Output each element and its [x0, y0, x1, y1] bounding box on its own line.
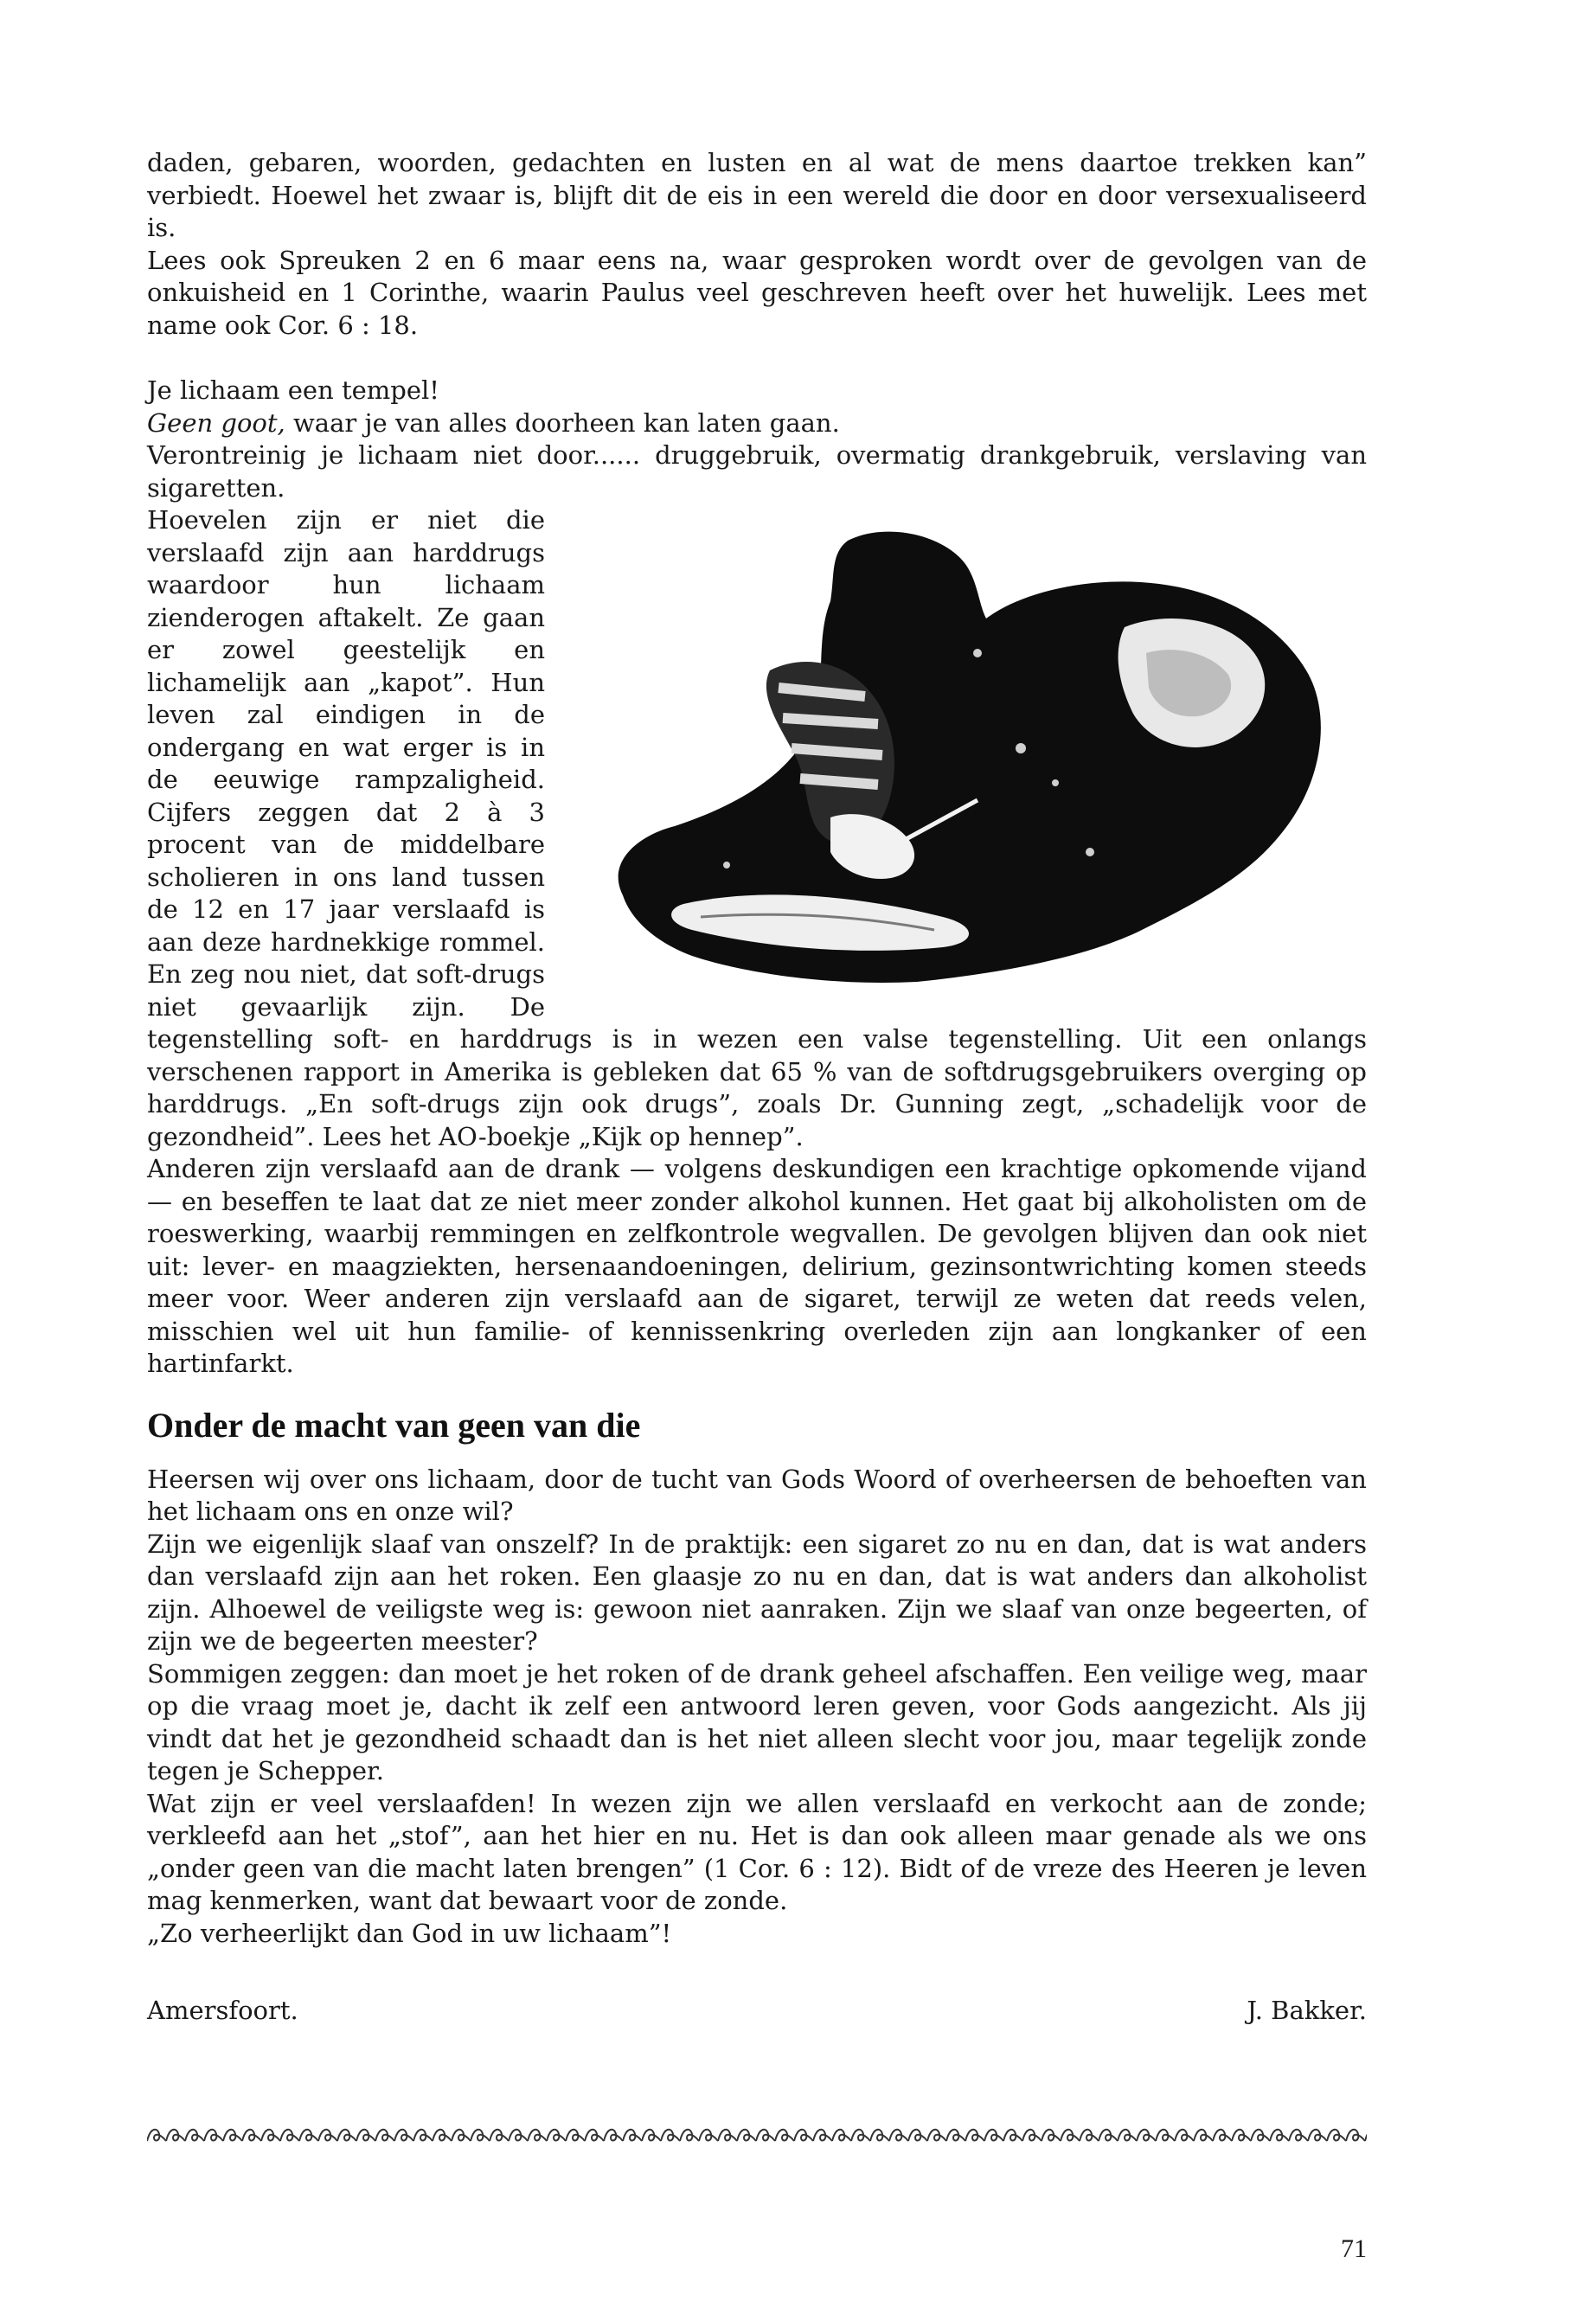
signature-author: J. Bakker. — [1247, 1996, 1367, 2025]
signature-line — [147, 1995, 1367, 2028]
section-paragraph-4: Wat zijn er veel verslaafden! In wezen zijn we allen verslaafd en verkocht aan de zonde; verkleefd aan het „stof”, aan het hier en nu. Het is dan ook alleen maar genade als we ons „onder geen van die macht laten brengen” (1 Cor. 6 : 12). Bidt of de vreze des Heeren je leven mag kenmerken, want dat bewaart voor de zonde. — [147, 1788, 1367, 1915]
article-page — [147, 147, 1367, 2028]
tempel-line-1: Je lichaam een tempel! — [147, 375, 439, 405]
drug-user-photo — [571, 523, 1375, 990]
section-paragraph-1: Heersen wij over ons lichaam, door de tucht van Gods Woord of overheersen de behoeften van het lichaam ons en onze wil? — [147, 1464, 1367, 1526]
section-paragraph-2: Zijn we eigenlijk slaaf van onszelf? In de praktijk: een sigaret zo nu en dan, dat is wat anders dan verslaafd zijn aan het roken. Een glaasje zo nu en dan, dat is wat anders dan alkoholist zijn. Alhoewel de veiligste weg is: gewoon niet aanraken. Zijn we slaaf van onze begeerten, of zijn we de begeerten meester? — [147, 1529, 1367, 1656]
tempel-line-2-rest: waar je van alles doorheen kan laten gaan. — [285, 407, 840, 438]
intro-paragraph-1: daden, gebaren, woorden, gedachten en lusten en al wat de mens daartoe trekken kan” verbiedt. Hoewel het zwaar is, blijft dit de eis in een wereld die door en door versexualiseerd is. — [147, 148, 1367, 242]
tempel-line-2 — [147, 407, 1367, 440]
signature-place: Amersfoort. — [147, 1996, 298, 2025]
section-paragraph-3: Sommigen zeggen: dan moet je het roken of de drank geheel afschaffen. Een veilige weg, maar op die vraag moet je, dacht ik zelf een antwoord leren geven, voor Gods aangezicht. Als jij vindt dat het je gezondheid schaadt dan is het niet alleen slecht voor jou, maar tegelijk zonde tegen je Schepper. — [147, 1658, 1367, 1785]
decorative-wave-border — [147, 2124, 1367, 2148]
page-number: 71 — [1341, 2234, 1367, 2263]
tempel-line-3: Verontreinig je lichaam niet door...... druggebruik, overmatig drankgebruik, verslaving van sigaretten. — [147, 440, 1367, 503]
drugs-paragraph: Hoevelen zijn er niet die verslaafd zijn aan harddrugs waardoor hun lichaam zienderogen aftakelt. Ze gaan er zowel geestelijk en lichamelijk aan „kapot”. Hun leven zal eindigen in de ondergang en wat erger is in de eeuwige rampzaligheid. Cijfers zeggen dat 2 à 3 procent van de middelbare scholieren in ons land tussen de 12 en 17 jaar verslaafd is aan deze hardnekkige rommel. En zeg nou niet, dat soft-drugs niet gevaarlijk zijn. De tegenstelling soft- en harddrugs is in wezen een valse tegenstelling. Uit een onlangs verschenen rapport in Amerika is gebleken dat 65 % van de softdrugsgebruikers overging op harddrugs. „En soft-drugs zijn ook drugs”, zoals Dr. Gunning zegt, „schadelijk voor de gezondheid”. Lees het AO-boekje „Kijk op hennep”. — [147, 505, 1367, 1151]
intro-paragraph-2: Lees ook Spreuken 2 en 6 maar eens na, waar gesproken wordt over de gevolgen van de onkuisheid en 1 Corinthe, waarin Paulus veel geschreven heeft over het huwelijk. Lees met name ook Cor. 6 : 18. — [147, 245, 1367, 340]
section-paragraph-5: „Zo verheerlijkt dan God in uw lichaam”! — [147, 1918, 672, 1948]
wrapped-text-block — [147, 504, 1367, 1153]
section-heading: Onder de macht van geen van die — [147, 1405, 641, 1445]
drank-paragraph: Anderen zijn verslaafd aan de drank — volgens deskundigen een krachtige opkomende vijand — en beseffen te laat dat ze niet meer zonder alkohol kunnen. Het gaat bij alkoholisten om de roeswerking, waarbij remmingen en zelfkontrole wegvallen. De gevolgen blijven dan ook niet uit: lever- en maagziekten, hersenaandoeningen, delirium, gezinsontwrichting komen steeds meer voor. Weer anderen zijn verslaafd aan de sigaret, terwijl ze weten dat reeds velen, misschien wel uit hun familie- of kennissenkring overleden zijn aan longkanker of een hartinfarkt. — [147, 1154, 1367, 1378]
drug-user-photo-graphic — [571, 523, 1375, 990]
tempel-italic-phrase: Geen goot, — [147, 407, 285, 438]
